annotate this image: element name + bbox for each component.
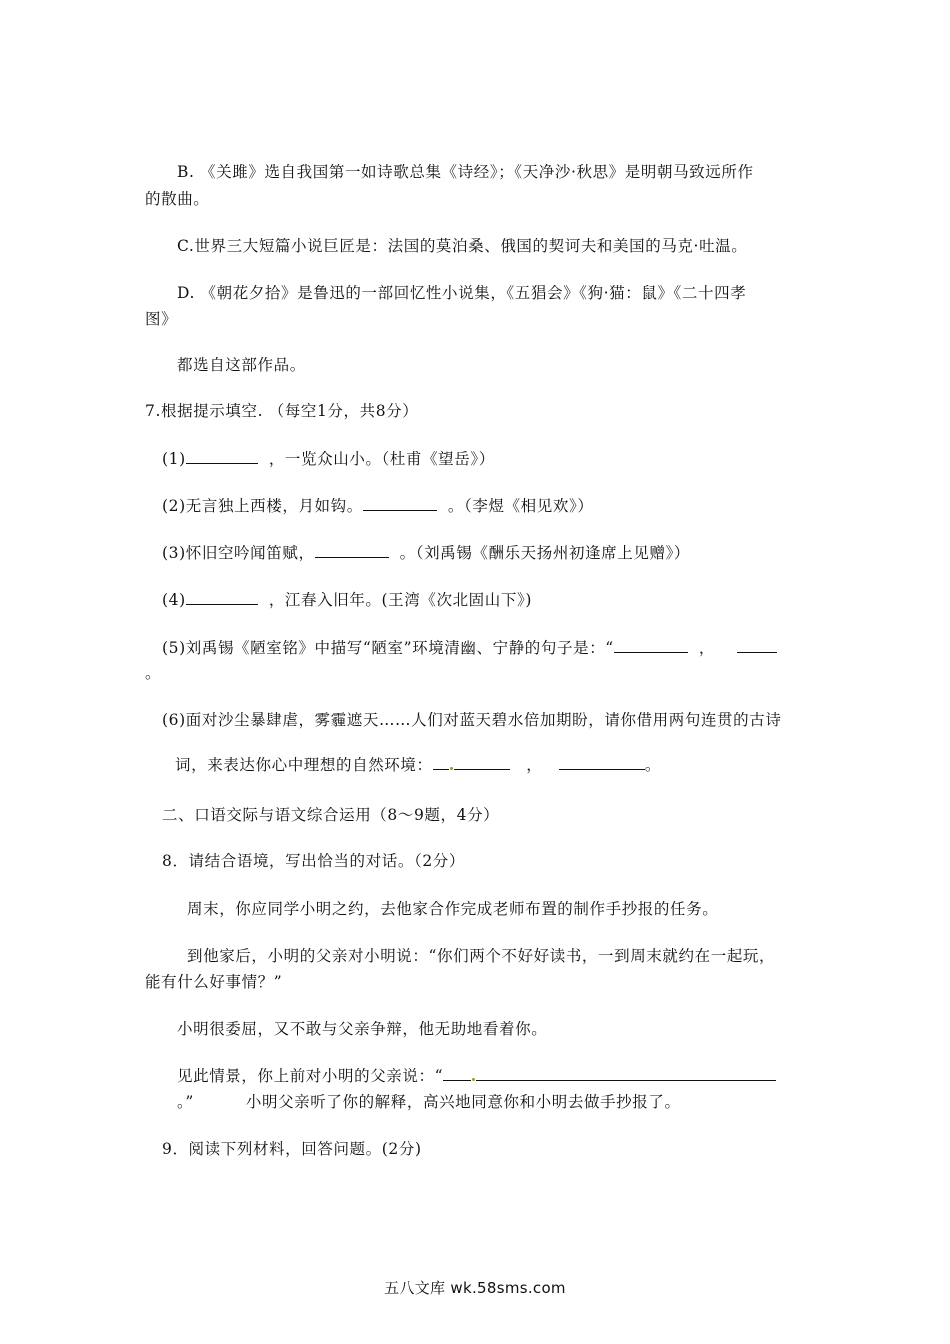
question-7-item-5-end: 。 xyxy=(145,664,162,682)
answer-blank[interactable] xyxy=(476,1065,776,1081)
page-footer-watermark: 五八文库 wk.58sms.com xyxy=(384,1279,566,1297)
mark-dot xyxy=(472,1078,475,1081)
question-8-para-1: 周末，你应同学小明之约，去他家合作完成老师布置的制作手抄报的任务。 xyxy=(187,900,719,918)
option-b-line2: 的散曲。 xyxy=(145,190,210,208)
question-7-item-5: (5)刘禹锡《陋室铭》中描写“陋室”环境清幽、宁静的句子是：“ ， xyxy=(162,637,777,659)
question-8-para-2-line1: 到他家后，小明的父亲对小明说：“你们两个不好好读书，一到周末就约在一起玩， xyxy=(187,947,776,965)
answer-blank[interactable] xyxy=(737,637,777,653)
question-7-item-3: (3)怀旧空吟闻笛赋， 。（刘禹锡《酬乐天扬州初逢席上见赠》） xyxy=(162,544,691,562)
question-8-para-4-line1: 见此情景，你上前对小明的父亲说：“ xyxy=(177,1065,776,1087)
answer-blank[interactable] xyxy=(614,637,688,653)
answer-blank[interactable] xyxy=(559,754,645,770)
section-2-heading: 二、口语交际与语文综合运用（8～9题，4分） xyxy=(162,806,500,824)
answer-blank[interactable] xyxy=(186,589,258,605)
question-7-item-2: (2)无言独上西楼，月如钩。 。（李煜《相见欢》） xyxy=(162,497,594,515)
answer-blank[interactable] xyxy=(315,542,389,558)
answer-blank[interactable] xyxy=(186,448,258,464)
question-7-item-6-line1: (6)面对沙尘暴肆虐，雾霾遮天……人们对蓝天碧水倍加期盼，请你借用两句连贯的古诗 xyxy=(162,711,782,729)
option-d-line3: 都选自这部作品。 xyxy=(177,356,306,374)
answer-blank[interactable] xyxy=(443,1065,471,1081)
question-7-item-4: (4) ，江春入旧年。(王湾《次北固山下》) xyxy=(162,591,532,609)
mark-dot xyxy=(450,767,453,770)
question-8-para-2-line2: 能有什么好事情？” xyxy=(145,973,283,991)
question-9-heading: 9．阅读下列材料，回答问题。(2分) xyxy=(162,1140,422,1158)
answer-blank[interactable] xyxy=(363,495,437,511)
option-b-line1: B. 《关雎》选自我国第一如诗歌总集《诗经》；《天净沙·秋思》是明朝马致远所作 xyxy=(177,163,754,181)
question-8-para-4-line2: 。” 小明父亲听了你的解释，高兴地同意你和小明去做手抄报了。 xyxy=(177,1093,681,1111)
answer-blank[interactable] xyxy=(433,754,449,770)
answer-blank[interactable] xyxy=(454,754,510,770)
option-d-line2: 图》 xyxy=(145,310,178,328)
option-c-line: C.世界三大短篇小说巨匠是：法国的莫泊桑、俄国的契诃夫和美国的马克·吐温。 xyxy=(177,237,748,255)
option-d-line1: D. 《朝花夕拾》是鲁迅的一部回忆性小说集，《五猖会》《狗·猫：鼠》《二十四孝 xyxy=(177,284,747,302)
question-8-heading: 8．请结合语境，写出恰当的对话。（2分） xyxy=(162,852,465,870)
question-8-para-3: 小明很委屈，又不敢与父亲争辩，他无助地看着你。 xyxy=(177,1020,548,1038)
question-7-item-6-line2: 词，来表达你心中理想的自然环境： ， 。 xyxy=(175,756,662,774)
question-7-heading: 7.根据提示填空. （每空1分，共8分） xyxy=(145,402,419,420)
question-7-item-1: (1) ，一览众山小。（杜甫《望岳》） xyxy=(162,450,495,468)
